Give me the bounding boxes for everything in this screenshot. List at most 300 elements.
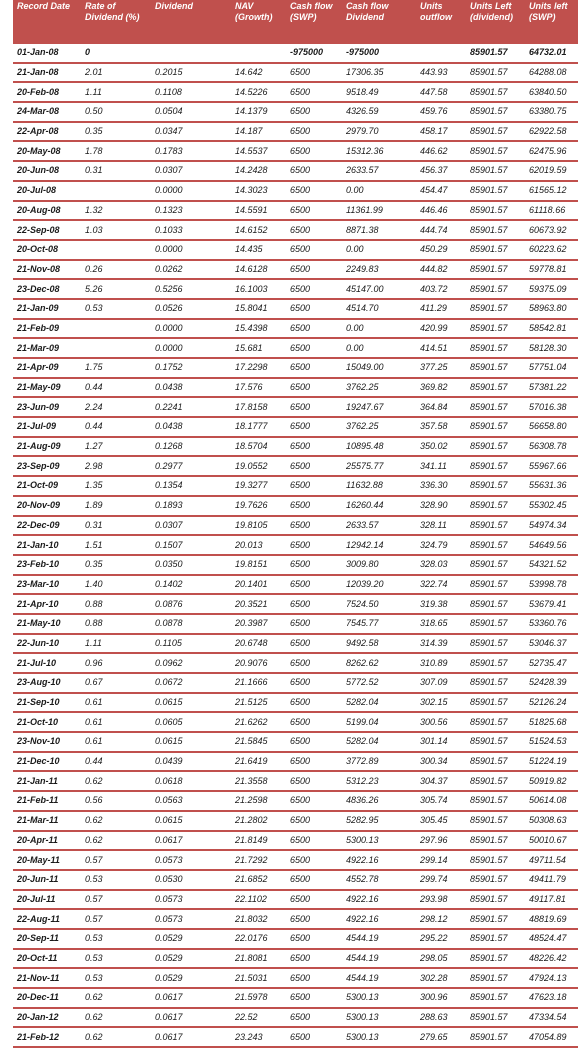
cell-dividend: 0.0262 xyxy=(151,260,231,280)
cell-units-outflow: 447.58 xyxy=(416,82,466,102)
cell-units-left-swp: 53998.78 xyxy=(525,575,578,595)
cell-rate-of-dividend: 0.88 xyxy=(81,614,151,634)
cell-nav-growth: 14.5591 xyxy=(231,201,286,221)
cell-units-left-dividend: 85901.57 xyxy=(466,240,525,260)
table-row xyxy=(13,516,578,536)
cell-cash-flow-swp: 6500 xyxy=(286,397,342,417)
cell-record-date: 20-Jul-11 xyxy=(13,890,81,910)
cell-dividend: 0.0438 xyxy=(151,417,231,437)
cell-nav-growth: 21.8149 xyxy=(231,831,286,851)
table-row xyxy=(13,319,578,339)
cell-nav-growth xyxy=(231,43,286,63)
cell-units-left-swp: 64732.01 xyxy=(525,43,578,63)
cell-dividend: 0.0878 xyxy=(151,614,231,634)
cell-units-outflow: 305.74 xyxy=(416,791,466,811)
cell-nav-growth: 21.6419 xyxy=(231,752,286,772)
cell-cash-flow-swp: 6500 xyxy=(286,575,342,595)
cell-rate-of-dividend: 0.62 xyxy=(81,1008,151,1028)
table-row xyxy=(13,141,578,161)
cell-units-left-dividend: 85901.57 xyxy=(466,378,525,398)
cell-record-date: 20-Jan-12 xyxy=(13,1008,81,1028)
table-row xyxy=(13,929,578,949)
table-row xyxy=(13,476,578,496)
table-row xyxy=(13,437,578,457)
cell-units-left-swp: 47924.13 xyxy=(525,968,578,988)
table-row xyxy=(13,417,578,437)
cell-cash-flow-dividend: 8262.62 xyxy=(342,653,416,673)
cell-rate-of-dividend: 0.57 xyxy=(81,909,151,929)
cell-record-date: 20-Oct-11 xyxy=(13,949,81,969)
cell-units-left-swp: 54974.34 xyxy=(525,516,578,536)
cell-cash-flow-swp: 6500 xyxy=(286,594,342,614)
cell-units-left-swp: 57016.38 xyxy=(525,397,578,417)
cell-cash-flow-dividend: 4922.16 xyxy=(342,850,416,870)
cell-record-date: 23-Aug-10 xyxy=(13,673,81,693)
cell-units-left-swp: 53360.76 xyxy=(525,614,578,634)
cell-units-outflow: 446.62 xyxy=(416,141,466,161)
cell-cash-flow-dividend: 5282.04 xyxy=(342,693,416,713)
table-row xyxy=(13,358,578,378)
cell-rate-of-dividend: 0.44 xyxy=(81,752,151,772)
cell-units-left-dividend: 85901.57 xyxy=(466,752,525,772)
cell-cash-flow-swp: 6500 xyxy=(286,516,342,536)
cell-cash-flow-swp: 6500 xyxy=(286,968,342,988)
cell-record-date: 21-Oct-09 xyxy=(13,476,81,496)
table-row xyxy=(13,122,578,142)
table-row xyxy=(13,594,578,614)
cell-dividend: 0.0438 xyxy=(151,378,231,398)
cell-rate-of-dividend: 0.57 xyxy=(81,890,151,910)
cell-record-date: 20-Aug-08 xyxy=(13,201,81,221)
cell-units-outflow: 458.17 xyxy=(416,122,466,142)
cell-dividend: 0.0617 xyxy=(151,1008,231,1028)
cell-units-outflow: 341.11 xyxy=(416,456,466,476)
cell-cash-flow-dividend: 25575.77 xyxy=(342,456,416,476)
table-row xyxy=(13,201,578,221)
cell-cash-flow-dividend: 4326.59 xyxy=(342,102,416,122)
cell-units-left-dividend: 85901.57 xyxy=(466,712,525,732)
table-row xyxy=(13,732,578,752)
cell-dividend: 0.0672 xyxy=(151,673,231,693)
cell-nav-growth: 21.6262 xyxy=(231,712,286,732)
cell-units-left-dividend: 85901.57 xyxy=(466,260,525,280)
cell-record-date: 21-Feb-11 xyxy=(13,791,81,811)
cell-dividend: 0.0529 xyxy=(151,949,231,969)
cell-record-date: 23-Feb-10 xyxy=(13,555,81,575)
cell-cash-flow-dividend: 8871.38 xyxy=(342,220,416,240)
cell-units-left-dividend: 85901.57 xyxy=(466,122,525,142)
cell-units-left-swp: 52428.39 xyxy=(525,673,578,693)
cell-cash-flow-dividend: 3762.25 xyxy=(342,378,416,398)
cell-cash-flow-swp: -975000 xyxy=(286,43,342,63)
cell-cash-flow-dividend: 2633.57 xyxy=(342,161,416,181)
table-row xyxy=(13,43,578,63)
table-row xyxy=(13,909,578,929)
cell-units-left-swp: 63380.75 xyxy=(525,102,578,122)
cell-dividend: 0.0000 xyxy=(151,319,231,339)
table-row xyxy=(13,279,578,299)
cell-cash-flow-swp: 6500 xyxy=(286,201,342,221)
cell-rate-of-dividend: 0.26 xyxy=(81,260,151,280)
cell-units-left-dividend: 85901.57 xyxy=(466,181,525,201)
cell-cash-flow-dividend: 12039.20 xyxy=(342,575,416,595)
cell-dividend: 0.0526 xyxy=(151,299,231,319)
cell-cash-flow-swp: 6500 xyxy=(286,102,342,122)
cell-cash-flow-swp: 6500 xyxy=(286,712,342,732)
cell-cash-flow-dividend: 2979.70 xyxy=(342,122,416,142)
cell-units-left-dividend: 85901.57 xyxy=(466,43,525,63)
cell-units-left-swp: 49711.54 xyxy=(525,850,578,870)
cell-units-left-dividend: 85901.57 xyxy=(466,358,525,378)
cell-units-left-dividend: 85901.57 xyxy=(466,732,525,752)
cell-nav-growth: 21.2802 xyxy=(231,811,286,831)
cell-units-left-dividend: 85901.57 xyxy=(466,831,525,851)
cell-record-date: 21-Jan-10 xyxy=(13,535,81,555)
cell-nav-growth: 22.0176 xyxy=(231,929,286,949)
table-row xyxy=(13,575,578,595)
cell-cash-flow-dividend: 3772.89 xyxy=(342,752,416,772)
cell-units-left-dividend: 85901.57 xyxy=(466,1008,525,1028)
cell-nav-growth: 21.3558 xyxy=(231,771,286,791)
cell-units-left-swp: 47054.89 xyxy=(525,1027,578,1047)
cell-cash-flow-dividend: 4514.70 xyxy=(342,299,416,319)
cell-dividend: 0.1105 xyxy=(151,634,231,654)
cell-units-outflow: 459.76 xyxy=(416,102,466,122)
cell-dividend: 0.1893 xyxy=(151,496,231,516)
cell-nav-growth: 14.5226 xyxy=(231,82,286,102)
cell-cash-flow-swp: 6500 xyxy=(286,82,342,102)
cell-units-left-dividend: 85901.57 xyxy=(466,535,525,555)
cell-units-left-swp: 57751.04 xyxy=(525,358,578,378)
cell-dividend: 0.0563 xyxy=(151,791,231,811)
table-row xyxy=(13,220,578,240)
cell-units-left-dividend: 85901.57 xyxy=(466,63,525,83)
cell-nav-growth: 21.5978 xyxy=(231,988,286,1008)
cell-units-left-dividend: 85901.57 xyxy=(466,575,525,595)
cell-units-outflow: 322.74 xyxy=(416,575,466,595)
cell-units-left-dividend: 85901.57 xyxy=(466,82,525,102)
cell-cash-flow-dividend: 3762.25 xyxy=(342,417,416,437)
cell-record-date: 21-Oct-10 xyxy=(13,712,81,732)
cell-cash-flow-swp: 6500 xyxy=(286,890,342,910)
cell-units-outflow: 444.74 xyxy=(416,220,466,240)
cell-dividend: 0.1354 xyxy=(151,476,231,496)
cell-record-date: 21-Mar-11 xyxy=(13,811,81,831)
cell-nav-growth: 21.7292 xyxy=(231,850,286,870)
cell-units-left-dividend: 85901.57 xyxy=(466,516,525,536)
cell-record-date: 22-Jun-10 xyxy=(13,634,81,654)
cell-units-outflow: 328.11 xyxy=(416,516,466,536)
cell-cash-flow-dividend: 15049.00 xyxy=(342,358,416,378)
cell-record-date: 23-Mar-10 xyxy=(13,575,81,595)
cell-nav-growth: 14.5537 xyxy=(231,141,286,161)
cell-cash-flow-dividend: 5300.13 xyxy=(342,988,416,1008)
cell-units-left-swp: 51825.68 xyxy=(525,712,578,732)
cell-units-left-dividend: 85901.57 xyxy=(466,456,525,476)
cell-record-date: 21-Apr-10 xyxy=(13,594,81,614)
cell-dividend: 0.0618 xyxy=(151,771,231,791)
cell-cash-flow-swp: 6500 xyxy=(286,771,342,791)
cell-units-left-dividend: 85901.57 xyxy=(466,968,525,988)
cell-cash-flow-swp: 6500 xyxy=(286,417,342,437)
cell-units-outflow: 328.90 xyxy=(416,496,466,516)
cell-dividend: 0.0615 xyxy=(151,732,231,752)
cell-cash-flow-swp: 6500 xyxy=(286,181,342,201)
table-row xyxy=(13,870,578,890)
cell-nav-growth: 18.1777 xyxy=(231,417,286,437)
cell-dividend: 0.0615 xyxy=(151,693,231,713)
cell-units-left-swp: 56308.78 xyxy=(525,437,578,457)
cell-cash-flow-swp: 6500 xyxy=(286,673,342,693)
cell-cash-flow-swp: 6500 xyxy=(286,279,342,299)
cell-units-outflow: 293.98 xyxy=(416,890,466,910)
cell-cash-flow-swp: 6500 xyxy=(286,476,342,496)
cell-dividend: 0.0617 xyxy=(151,831,231,851)
cell-nav-growth: 14.187 xyxy=(231,122,286,142)
cell-rate-of-dividend: 0.62 xyxy=(81,1027,151,1047)
cell-record-date: 21-Aug-09 xyxy=(13,437,81,457)
cell-units-left-dividend: 85901.57 xyxy=(466,319,525,339)
cell-dividend: 0.0962 xyxy=(151,653,231,673)
cell-cash-flow-dividend: 16260.44 xyxy=(342,496,416,516)
cell-units-outflow: 456.37 xyxy=(416,161,466,181)
cell-nav-growth: 14.3023 xyxy=(231,181,286,201)
cell-units-outflow: 369.82 xyxy=(416,378,466,398)
cell-record-date: 20-Sep-11 xyxy=(13,929,81,949)
cell-units-outflow: 288.63 xyxy=(416,1008,466,1028)
cell-cash-flow-dividend: 7545.77 xyxy=(342,614,416,634)
cell-dividend xyxy=(151,43,231,63)
cell-nav-growth: 23.243 xyxy=(231,1027,286,1047)
cell-cash-flow-dividend: 19247.67 xyxy=(342,397,416,417)
cell-units-left-dividend: 85901.57 xyxy=(466,909,525,929)
cell-record-date: 21-Feb-09 xyxy=(13,319,81,339)
cell-dividend: 0.0617 xyxy=(151,1027,231,1047)
header-nav-growth: NAV (Growth) xyxy=(231,0,286,43)
cell-units-outflow: 279.65 xyxy=(416,1027,466,1047)
cell-nav-growth: 15.8041 xyxy=(231,299,286,319)
cell-record-date: 21-Dec-10 xyxy=(13,752,81,772)
table-row xyxy=(13,1008,578,1028)
cell-record-date: 21-May-10 xyxy=(13,614,81,634)
cell-cash-flow-swp: 6500 xyxy=(286,555,342,575)
cell-units-left-swp: 55967.66 xyxy=(525,456,578,476)
cell-units-outflow: 300.96 xyxy=(416,988,466,1008)
cell-units-left-dividend: 85901.57 xyxy=(466,496,525,516)
cell-cash-flow-dividend: 2633.57 xyxy=(342,516,416,536)
cell-units-outflow: 299.74 xyxy=(416,870,466,890)
table-row xyxy=(13,634,578,654)
cell-units-left-swp: 59778.81 xyxy=(525,260,578,280)
cell-rate-of-dividend: 1.32 xyxy=(81,201,151,221)
table-body xyxy=(13,43,578,1047)
cell-dividend: 0.0876 xyxy=(151,594,231,614)
cell-record-date: 20-Oct-08 xyxy=(13,240,81,260)
table-row xyxy=(13,850,578,870)
cell-units-left-swp: 52126.24 xyxy=(525,693,578,713)
cell-rate-of-dividend: 0.62 xyxy=(81,811,151,831)
cell-cash-flow-dividend: 5772.52 xyxy=(342,673,416,693)
cell-units-outflow: 328.03 xyxy=(416,555,466,575)
cell-record-date: 20-Feb-08 xyxy=(13,82,81,102)
cell-units-left-dividend: 85901.57 xyxy=(466,279,525,299)
cell-units-left-dividend: 85901.57 xyxy=(466,201,525,221)
cell-nav-growth: 14.1379 xyxy=(231,102,286,122)
cell-dividend: 0.0307 xyxy=(151,516,231,536)
cell-cash-flow-dividend: 12942.14 xyxy=(342,535,416,555)
cell-units-outflow: 310.89 xyxy=(416,653,466,673)
cell-dividend: 0.1033 xyxy=(151,220,231,240)
cell-rate-of-dividend: 1.51 xyxy=(81,535,151,555)
cell-record-date: 21-Jan-11 xyxy=(13,771,81,791)
cell-units-left-swp: 48226.42 xyxy=(525,949,578,969)
table-row xyxy=(13,811,578,831)
cell-rate-of-dividend xyxy=(81,338,151,358)
cell-record-date: 21-Jan-08 xyxy=(13,63,81,83)
cell-units-outflow: 299.14 xyxy=(416,850,466,870)
cell-units-left-dividend: 85901.57 xyxy=(466,653,525,673)
cell-nav-growth: 21.1666 xyxy=(231,673,286,693)
table-row xyxy=(13,82,578,102)
cell-cash-flow-swp: 6500 xyxy=(286,909,342,929)
cell-record-date: 22-Apr-08 xyxy=(13,122,81,142)
cell-cash-flow-dividend: 17306.35 xyxy=(342,63,416,83)
cell-rate-of-dividend: 0.62 xyxy=(81,831,151,851)
cell-units-outflow: 297.96 xyxy=(416,831,466,851)
cell-units-left-swp: 54649.56 xyxy=(525,535,578,555)
cell-rate-of-dividend xyxy=(81,181,151,201)
header-rate-of-dividend: Rate of Dividend (%) xyxy=(81,0,151,43)
table-row xyxy=(13,555,578,575)
cell-nav-growth: 21.5031 xyxy=(231,968,286,988)
cell-rate-of-dividend: 1.27 xyxy=(81,437,151,457)
cell-record-date: 23-Jun-09 xyxy=(13,397,81,417)
cell-cash-flow-dividend: -975000 xyxy=(342,43,416,63)
cell-cash-flow-dividend: 0.00 xyxy=(342,319,416,339)
cell-rate-of-dividend: 0.31 xyxy=(81,161,151,181)
cell-units-outflow: 295.22 xyxy=(416,929,466,949)
cell-dividend: 0.0347 xyxy=(151,122,231,142)
cell-record-date: 21-May-09 xyxy=(13,378,81,398)
cell-nav-growth: 22.1102 xyxy=(231,890,286,910)
cell-nav-growth: 17.2298 xyxy=(231,358,286,378)
cell-record-date: 21-Jan-09 xyxy=(13,299,81,319)
cell-dividend: 0.1783 xyxy=(151,141,231,161)
cell-record-date: 21-Mar-09 xyxy=(13,338,81,358)
cell-rate-of-dividend: 0.56 xyxy=(81,791,151,811)
cell-cash-flow-dividend: 4544.19 xyxy=(342,929,416,949)
cell-dividend: 0.2015 xyxy=(151,63,231,83)
cell-cash-flow-dividend: 4544.19 xyxy=(342,949,416,969)
header-units-outflow: Units outflow xyxy=(416,0,466,43)
cell-cash-flow-dividend: 4922.16 xyxy=(342,890,416,910)
table-row xyxy=(13,260,578,280)
cell-units-left-dividend: 85901.57 xyxy=(466,141,525,161)
cell-units-left-dividend: 85901.57 xyxy=(466,811,525,831)
cell-record-date: 21-Nov-11 xyxy=(13,968,81,988)
cell-units-left-swp: 61565.12 xyxy=(525,181,578,201)
cell-rate-of-dividend xyxy=(81,240,151,260)
cell-dividend: 0.0000 xyxy=(151,181,231,201)
cell-rate-of-dividend: 0.61 xyxy=(81,693,151,713)
cell-units-outflow: 403.72 xyxy=(416,279,466,299)
cell-rate-of-dividend: 0.67 xyxy=(81,673,151,693)
cell-units-left-swp: 62475.96 xyxy=(525,141,578,161)
cell-units-left-dividend: 85901.57 xyxy=(466,890,525,910)
cell-units-outflow: 319.38 xyxy=(416,594,466,614)
cell-cash-flow-dividend: 0.00 xyxy=(342,338,416,358)
table-row xyxy=(13,890,578,910)
cell-nav-growth: 15.681 xyxy=(231,338,286,358)
cell-dividend: 0.5256 xyxy=(151,279,231,299)
cell-record-date: 20-Jun-08 xyxy=(13,161,81,181)
cell-cash-flow-swp: 6500 xyxy=(286,260,342,280)
cell-units-outflow: 377.25 xyxy=(416,358,466,378)
cell-dividend: 0.2977 xyxy=(151,456,231,476)
cell-rate-of-dividend: 0.53 xyxy=(81,299,151,319)
cell-units-outflow: 304.37 xyxy=(416,771,466,791)
cell-units-left-dividend: 85901.57 xyxy=(466,988,525,1008)
cell-units-outflow: 301.14 xyxy=(416,732,466,752)
cell-units-left-swp: 62922.58 xyxy=(525,122,578,142)
table-row xyxy=(13,299,578,319)
cell-dividend: 0.0573 xyxy=(151,890,231,910)
cell-nav-growth: 20.3521 xyxy=(231,594,286,614)
cell-rate-of-dividend: 0.44 xyxy=(81,417,151,437)
cell-cash-flow-swp: 6500 xyxy=(286,122,342,142)
table-row xyxy=(13,831,578,851)
cell-cash-flow-dividend: 5199.04 xyxy=(342,712,416,732)
cell-rate-of-dividend: 2.24 xyxy=(81,397,151,417)
cell-units-left-dividend: 85901.57 xyxy=(466,594,525,614)
table-row xyxy=(13,653,578,673)
cell-cash-flow-swp: 6500 xyxy=(286,220,342,240)
cell-nav-growth: 21.2598 xyxy=(231,791,286,811)
cell-units-left-swp: 53046.37 xyxy=(525,634,578,654)
cell-cash-flow-dividend: 4552.78 xyxy=(342,870,416,890)
table-row xyxy=(13,752,578,772)
cell-rate-of-dividend: 0.44 xyxy=(81,378,151,398)
cell-record-date: 24-Mar-08 xyxy=(13,102,81,122)
cell-nav-growth: 21.5845 xyxy=(231,732,286,752)
cell-units-outflow: 300.34 xyxy=(416,752,466,772)
cell-rate-of-dividend: 0.53 xyxy=(81,870,151,890)
cell-cash-flow-swp: 6500 xyxy=(286,791,342,811)
cell-units-left-dividend: 85901.57 xyxy=(466,1027,525,1047)
cell-units-outflow: 444.82 xyxy=(416,260,466,280)
cell-units-left-dividend: 85901.57 xyxy=(466,634,525,654)
cell-rate-of-dividend: 1.40 xyxy=(81,575,151,595)
cell-cash-flow-dividend: 5300.13 xyxy=(342,831,416,851)
cell-units-outflow: 314.39 xyxy=(416,634,466,654)
table-row xyxy=(13,181,578,201)
cell-units-outflow: 443.93 xyxy=(416,63,466,83)
cell-rate-of-dividend: 0.35 xyxy=(81,555,151,575)
cell-units-outflow: 298.05 xyxy=(416,949,466,969)
cell-record-date: 20-May-11 xyxy=(13,850,81,870)
cell-units-left-dividend: 85901.57 xyxy=(466,949,525,969)
cell-record-date: 21-Feb-12 xyxy=(13,1027,81,1047)
cell-units-left-swp: 57381.22 xyxy=(525,378,578,398)
cell-units-left-swp: 47623.18 xyxy=(525,988,578,1008)
cell-nav-growth: 19.3277 xyxy=(231,476,286,496)
cell-nav-growth: 19.7626 xyxy=(231,496,286,516)
cell-dividend: 0.0617 xyxy=(151,988,231,1008)
cell-dividend: 0.0529 xyxy=(151,929,231,949)
cell-units-left-swp: 62019.59 xyxy=(525,161,578,181)
cell-units-left-dividend: 85901.57 xyxy=(466,771,525,791)
cell-cash-flow-dividend: 5282.04 xyxy=(342,732,416,752)
